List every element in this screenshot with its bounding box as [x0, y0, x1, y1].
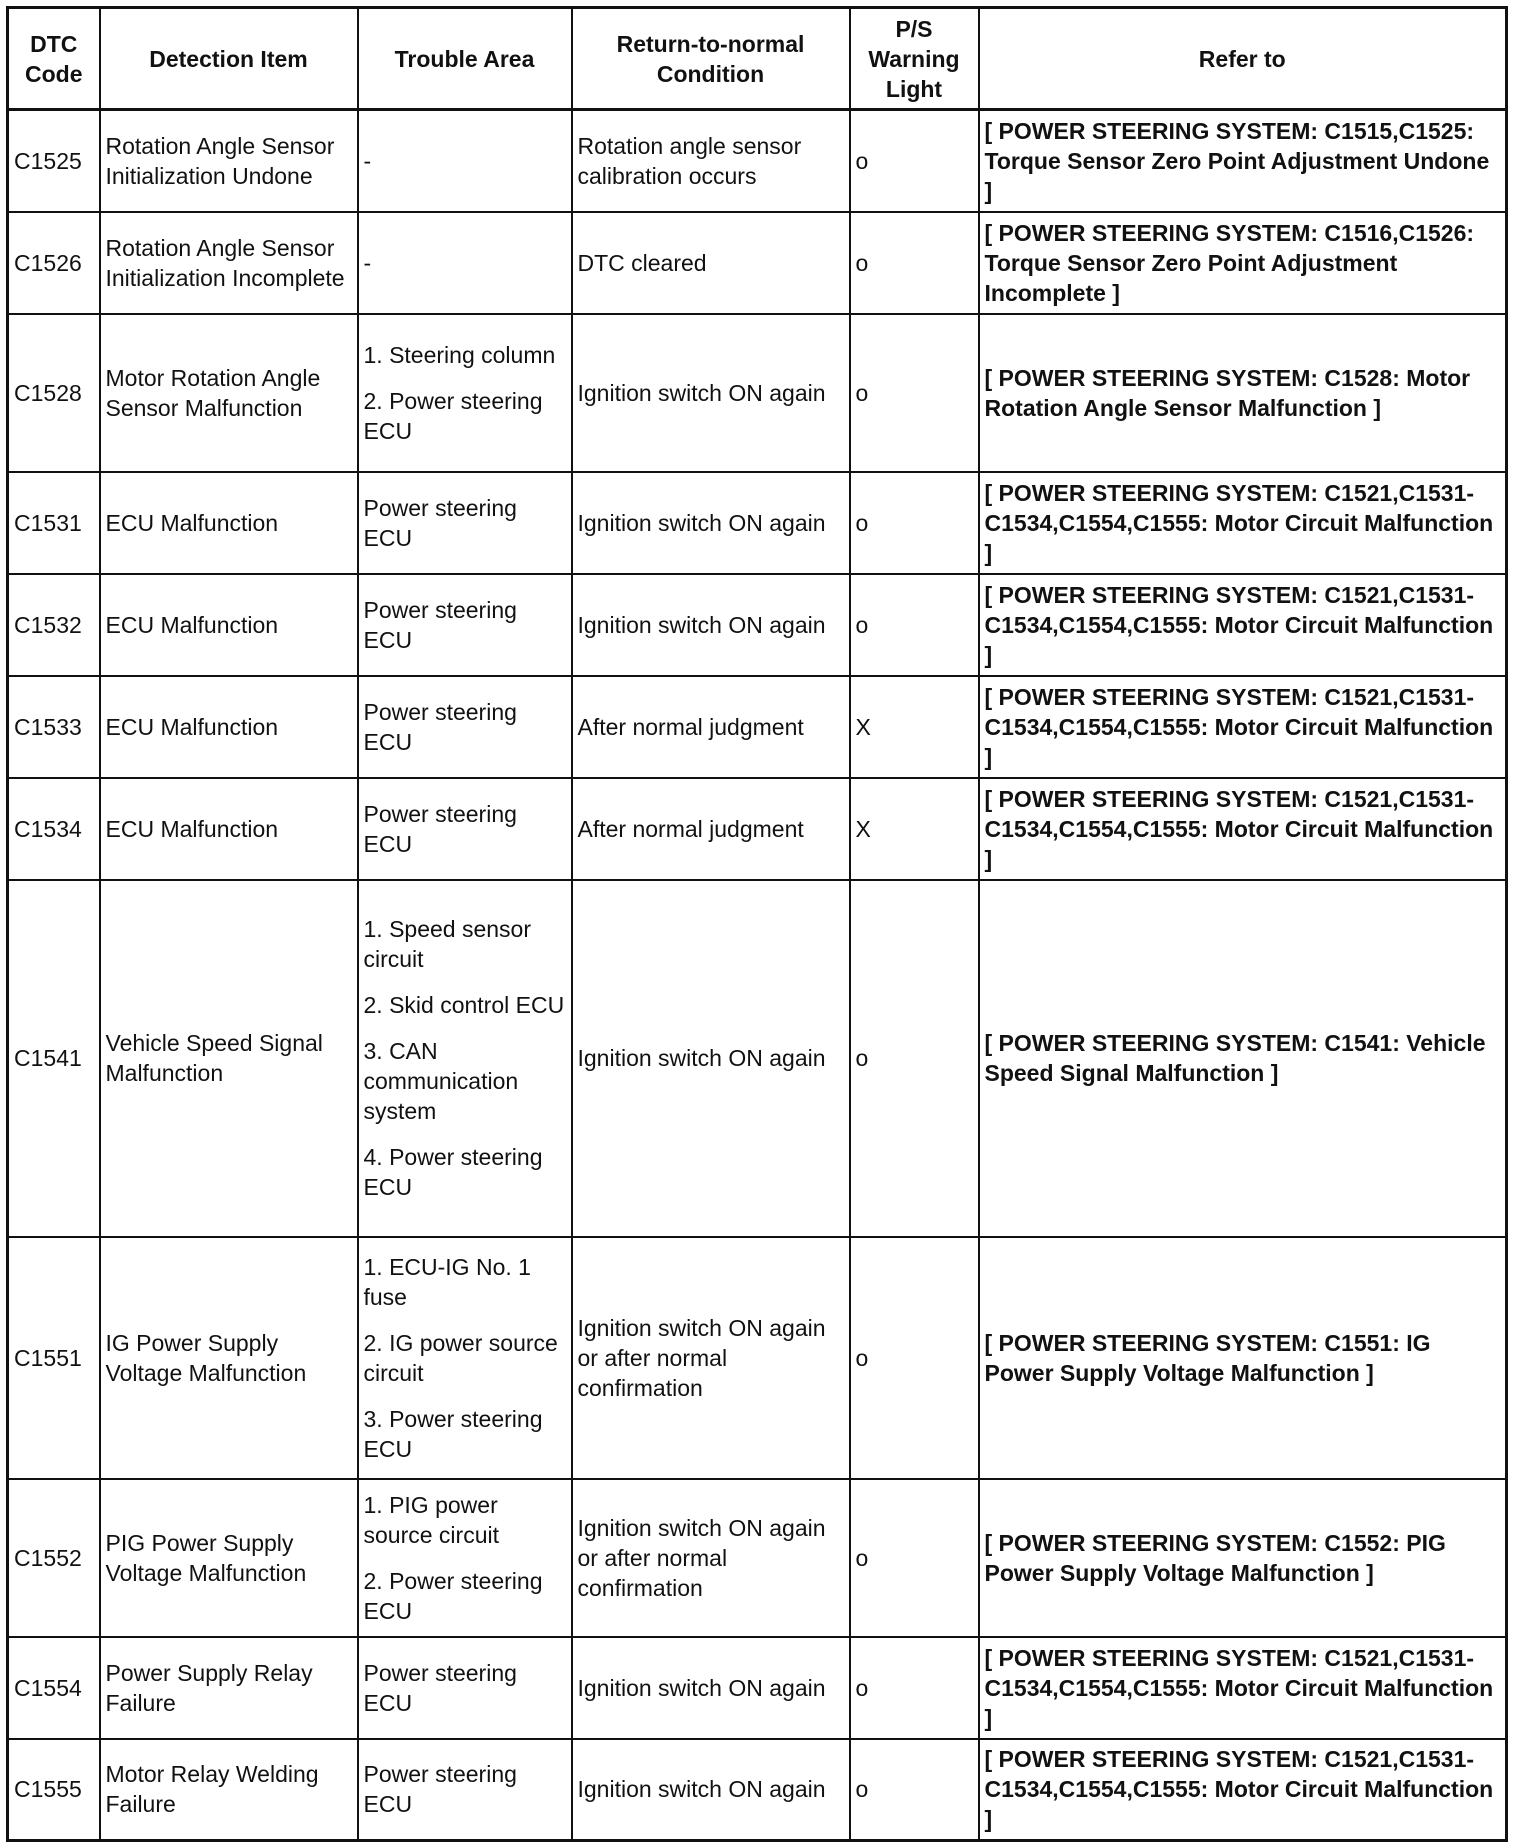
- header-row: [8, 8, 1507, 110]
- warning-light-cell: o: [850, 212, 979, 314]
- trouble-area-item: Power steering ECU: [363, 1659, 517, 1716]
- dtc-code-cell: C1532: [8, 574, 100, 676]
- detection-item-cell: Rotation Angle Sensor Initialization Incomplete: [100, 212, 358, 314]
- warning-light-cell: X: [850, 676, 979, 778]
- return-condition-cell: Ignition switch ON again: [572, 1739, 850, 1841]
- refer-to-link[interactable]: [ POWER STEERING SYSTEM: C1541: Vehicle Speed Signal Malfunction ]: [979, 880, 1507, 1237]
- trouble-area-item: 2. Power steering ECU: [363, 387, 543, 444]
- detection-item-cell: Power Supply Relay Failure: [100, 1637, 358, 1739]
- trouble-area-cell: [358, 1739, 572, 1841]
- trouble-area-item: 2. IG power source circuit: [363, 1329, 558, 1386]
- detection-item-cell: PIG Power Supply Voltage Malfunction: [100, 1479, 358, 1637]
- warning-light-cell: o: [850, 880, 979, 1237]
- trouble-area-cell: [358, 1637, 572, 1739]
- detection-item-cell: ECU Malfunction: [100, 676, 358, 778]
- header-warning-light: P/S Warning Light: [850, 8, 979, 110]
- trouble-area-item: 1. PIG power source circuit: [363, 1491, 499, 1548]
- return-condition-cell: Ignition switch ON again or after normal confirmation: [572, 1237, 850, 1479]
- trouble-area-item: 2. Skid control ECU: [363, 992, 565, 1018]
- header-trouble-area: Trouble Area: [358, 8, 572, 110]
- dtc-code-cell: C1554: [8, 1637, 100, 1739]
- detection-item-cell: IG Power Supply Voltage Malfunction: [100, 1237, 358, 1479]
- trouble-area-item: 3. Power steering ECU: [363, 1405, 543, 1462]
- trouble-area-item: 1. Steering column: [363, 341, 556, 368]
- table-row: [8, 676, 1507, 778]
- trouble-area-item: 4. Power steering ECU: [363, 1144, 543, 1200]
- dtc-code-cell: C1541: [8, 880, 100, 1237]
- warning-light-cell: o: [850, 110, 979, 212]
- trouble-area-item: -: [363, 147, 372, 174]
- return-condition-cell: After normal judgment: [572, 676, 850, 778]
- trouble-area-item: 1. ECU-IG No. 1 fuse: [363, 1253, 531, 1310]
- trouble-area-cell: [358, 778, 572, 880]
- trouble-area-cell: [358, 1237, 572, 1479]
- trouble-area-item: 2. Power steering ECU: [363, 1567, 543, 1624]
- return-condition-cell: Ignition switch ON again: [572, 880, 850, 1237]
- trouble-area-cell: [358, 880, 572, 1237]
- warning-light-cell: o: [850, 574, 979, 676]
- table-row: [8, 880, 1507, 1237]
- dtc-code-cell: C1531: [8, 472, 100, 574]
- table-row: [8, 574, 1507, 676]
- refer-to-link[interactable]: [ POWER STEERING SYSTEM: C1521,C1531-C1534,C1554,C1555: Motor Circuit Malfunction ]: [979, 1739, 1507, 1841]
- table-row: [8, 1237, 1507, 1479]
- detection-item-cell: Vehicle Speed Signal Malfunction: [100, 880, 358, 1237]
- detection-item-cell: Rotation Angle Sensor Initialization Undone: [100, 110, 358, 212]
- refer-to-link[interactable]: [ POWER STEERING SYSTEM: C1521,C1531-C1534,C1554,C1555: Motor Circuit Malfunction ]: [979, 472, 1507, 574]
- trouble-area-cell: [358, 110, 572, 212]
- trouble-area-item: Power steering ECU: [363, 494, 517, 551]
- dtc-code-cell: C1533: [8, 676, 100, 778]
- header-dtc-code: DTC Code: [8, 8, 100, 110]
- warning-light-cell: o: [850, 1739, 979, 1841]
- trouble-area-item: Power steering ECU: [363, 1761, 517, 1818]
- dtc-code-cell: C1534: [8, 778, 100, 880]
- trouble-area-cell: [358, 676, 572, 778]
- table-row: [8, 1637, 1507, 1739]
- refer-to-link[interactable]: [ POWER STEERING SYSTEM: C1521,C1531-C1534,C1554,C1555: Motor Circuit Malfunction ]: [979, 778, 1507, 880]
- trouble-area-cell: [358, 314, 572, 472]
- trouble-area-item: Power steering ECU: [363, 800, 517, 857]
- return-condition-cell: DTC cleared: [572, 212, 850, 314]
- trouble-area-cell: [358, 574, 572, 676]
- dtc-code-cell: C1528: [8, 314, 100, 472]
- warning-light-cell: o: [850, 314, 979, 472]
- dtc-code-cell: C1526: [8, 212, 100, 314]
- warning-light-cell: o: [850, 472, 979, 574]
- warning-light-cell: o: [850, 1479, 979, 1637]
- header-return-condition: Return-to-normal Condition: [572, 8, 850, 110]
- header-detection-item: Detection Item: [100, 8, 358, 110]
- refer-to-link[interactable]: [ POWER STEERING SYSTEM: C1551: IG Power Supply Voltage Malfunction ]: [979, 1237, 1507, 1479]
- detection-item-cell: Motor Rotation Angle Sensor Malfunction: [100, 314, 358, 472]
- refer-to-link[interactable]: [ POWER STEERING SYSTEM: C1521,C1531-C1534,C1554,C1555: Motor Circuit Malfunction ]: [979, 676, 1507, 778]
- table-row: [8, 472, 1507, 574]
- return-condition-cell: Ignition switch ON again: [572, 472, 850, 574]
- table-row: [8, 110, 1507, 212]
- table-row: [8, 1479, 1507, 1637]
- detection-item-cell: ECU Malfunction: [100, 472, 358, 574]
- detection-item-cell: Motor Relay Welding Failure: [100, 1739, 358, 1841]
- trouble-area-item: 3. CAN communication system: [363, 1038, 519, 1124]
- trouble-area-item: 1. Speed sensor circuit: [363, 916, 532, 972]
- table-row: [8, 314, 1507, 472]
- detection-item-cell: ECU Malfunction: [100, 778, 358, 880]
- dtc-code-cell: C1552: [8, 1479, 100, 1637]
- table-row: [8, 778, 1507, 880]
- trouble-area-cell: [358, 212, 572, 314]
- refer-to-link[interactable]: [ POWER STEERING SYSTEM: C1552: PIG Power Supply Voltage Malfunction ]: [979, 1479, 1507, 1637]
- header-refer-to: Refer to: [979, 8, 1507, 110]
- refer-to-link[interactable]: [ POWER STEERING SYSTEM: C1521,C1531-C1534,C1554,C1555: Motor Circuit Malfunction ]: [979, 574, 1507, 676]
- warning-light-cell: o: [850, 1237, 979, 1479]
- refer-to-link[interactable]: [ POWER STEERING SYSTEM: C1515,C1525: Torque Sensor Zero Point Adjustment Undone ]: [979, 110, 1507, 212]
- dtc-code-cell: C1525: [8, 110, 100, 212]
- return-condition-cell: Ignition switch ON again: [572, 314, 850, 472]
- return-condition-cell: Ignition switch ON again or after normal confirmation: [572, 1479, 850, 1637]
- warning-light-cell: o: [850, 1637, 979, 1739]
- refer-to-link[interactable]: [ POWER STEERING SYSTEM: C1516,C1526: Torque Sensor Zero Point Adjustment Incomplete ]: [979, 212, 1507, 314]
- trouble-area-cell: [358, 1479, 572, 1637]
- warning-light-cell: X: [850, 778, 979, 880]
- refer-to-link[interactable]: [ POWER STEERING SYSTEM: C1521,C1531-C1534,C1554,C1555: Motor Circuit Malfunction ]: [979, 1637, 1507, 1739]
- trouble-area-item: -: [363, 249, 372, 276]
- return-condition-cell: Ignition switch ON again: [572, 1637, 850, 1739]
- refer-to-link[interactable]: [ POWER STEERING SYSTEM: C1528: Motor Rotation Angle Sensor Malfunction ]: [979, 314, 1507, 472]
- detection-item-cell: ECU Malfunction: [100, 574, 358, 676]
- table-row: [8, 212, 1507, 314]
- trouble-area-item: Power steering ECU: [363, 596, 517, 653]
- return-condition-cell: Rotation angle sensor calibration occurs: [572, 110, 850, 212]
- trouble-area-cell: [358, 472, 572, 574]
- return-condition-cell: After normal judgment: [572, 778, 850, 880]
- dtc-code-cell: C1555: [8, 1739, 100, 1841]
- dtc-table: [6, 6, 1508, 1842]
- dtc-code-cell: C1551: [8, 1237, 100, 1479]
- table-row: [8, 1739, 1507, 1841]
- return-condition-cell: Ignition switch ON again: [572, 574, 850, 676]
- trouble-area-item: Power steering ECU: [363, 698, 517, 755]
